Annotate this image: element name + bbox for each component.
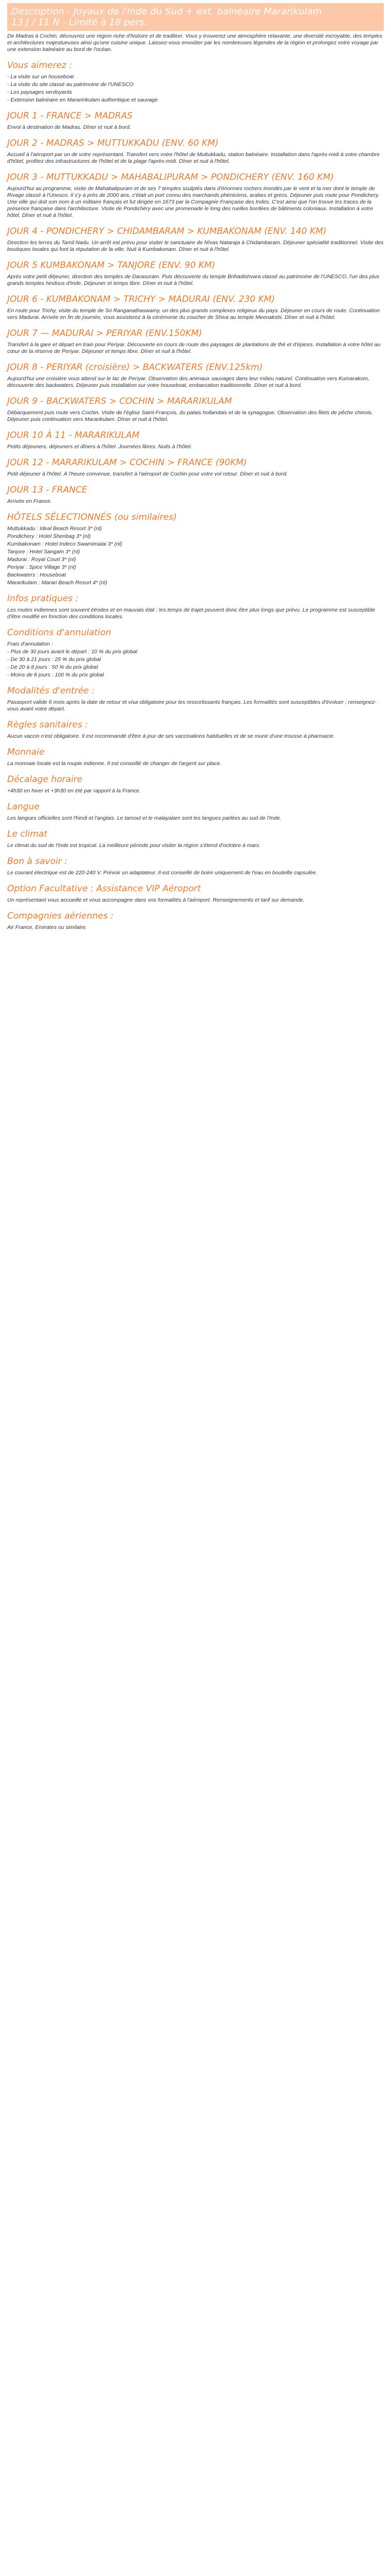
- section-text: Le courant électrique est de 220-240 V. Prévoir un adaptateur. Il est conseillé de boire uniquement de l'eau en bouteille capsulée.: [7, 870, 317, 876]
- list-item: - Plus de 30 jours avant le départ : 10 % du prix global: [7, 649, 138, 655]
- section-text: Passeport valide 6 mois après la date de retour et visa obligatoire pour les ressortissants français. Les formalités sont susceptibles d'évoluer ; renseignez-vous avant votre départ.: [7, 699, 377, 712]
- section: [7, 294, 384, 321]
- section: [7, 686, 384, 713]
- section-title: JOUR 4 - PONDICHERY > CHIDAMBARAM > KUMBAKONAM (ENV. 140 KM): [7, 226, 327, 236]
- section-title: Langue: [7, 802, 40, 812]
- section-title: JOUR 5 KUMBAKONAM > TANJORE (ENV. 90 KM): [7, 260, 216, 270]
- section-text: Un représentant vous accueille et vous accompagne dans vos formalités à l'aéroport. Renseignements et tarif sur demande.: [7, 897, 305, 903]
- section-title: JOUR 1 - FRANCE > MADRAS: [7, 111, 133, 121]
- list-item: - De 30 à 21 jours : 25 % du prix global: [7, 656, 101, 663]
- section-text: Aujourd'hui au programme, visite de Mahabalipuram et de ses 7 temples sculptés dans d'énormes rochers inondés par le vent et la mer dont le temple de Rivage classé à l'Unesco. Il s'y a près de 2000 ans, c'était un port connu des marchands phéniciens, arabes et grecs. Déjeuner puis route pour Pondichery. Une ville qui doit son nom à un militaire français et fut dirigée en 1673 par la Compagnie Française des Indes. C'est ainsi que l'on trouve les traces de la présence française dans l'architecture. Visite de Pondichéry avec une promenade le long des ruelles bordées de bâtiments coloniaux. Installation à votre hôtel. Dîner et nuit à l'hôtel.: [7, 185, 380, 218]
- section-title: JOUR 9 - BACKWATERS > COCHIN > MARARIKULAM: [7, 396, 232, 406]
- section: [7, 328, 384, 355]
- page: [0, 3, 391, 931]
- section-title: JOUR 10 À 11 - MARARIKULAM: [7, 430, 140, 440]
- list-item: - Extension balnéaire en Mararirikulam authentique et sauvage: [7, 97, 158, 103]
- section-text: En route pour Trichy, visite du temple de Sri Ranganathaswamy, un des plus grands complexes religieux du pays. Déjeuner en cours de route. Continuation vers Madurai. Arrivée en fin de journée, vous assisterez à la cérémonie du coucher de Shiva au temple Meenakshi. Dîner et nuit à l'hôtel.: [7, 308, 380, 320]
- section: [7, 111, 384, 131]
- section-text: La monnaie locale est la roupie indienne. Il est conseillé de changer de l'argent sur place.: [7, 760, 222, 767]
- list-item: Pondichery : Hotel Shenbag 3* (nl): [7, 533, 91, 539]
- section-list: [7, 641, 384, 679]
- section: [7, 856, 384, 876]
- section: [7, 829, 384, 849]
- list-item: Madurai : Royal Court 3* (nl): [7, 556, 76, 563]
- section: [7, 802, 384, 822]
- list-item: Tanjore : Hotel Sangam 3* (nl): [7, 549, 80, 555]
- section: [7, 774, 384, 794]
- section: [7, 226, 384, 253]
- section-title: Infos pratiques :: [7, 594, 79, 604]
- section-title: Conditions d'annulation: [7, 628, 111, 638]
- section-text: Le climat du sud de l'Inde est tropical. La meilleure période pour visiter la région s'étend d'octobre à mars.: [7, 842, 261, 849]
- section-text: Air France, Emirates ou similaire.: [7, 924, 87, 930]
- intro-text: De Madras à Cochin, découvrez une région riche d'histoire et de tradition. Vous y trouverez une atmosphère relaxante, une diversité incroyable, des temples et architectures majestueuses ainsi qu'une cuisine unique. Laissez-vous envoûter par les nombreuses légendes de la région et prolongez votre voyage par une extension balnéaire au bord de l'océan.: [7, 33, 383, 53]
- banner-title: Description - Joyaux de l'Inde du Sud + ext. balnéaire Mararikulam: [11, 6, 322, 17]
- section: [7, 457, 384, 478]
- section-text: Accueil à l'aéroport par un de votre représentant. Transfert vers votre l'hôtel de Muttukkadu, station balnéaire. Installation dans l'après-midi à votre chambre d'hôtel, profitez des infrastructures de l'hôtel et de la plage l'après-midi. Dîner et nuit à l'hôtel.: [7, 151, 380, 164]
- description-banner: [7, 3, 384, 31]
- section-title: Règles sanitaires :: [7, 720, 88, 730]
- section-text: Direction les terres du Tamil Nadu. Un arrêt est prévu pour visiter le sanctuaire de Nîvas Nataraja à Chidambaram. Déjeuner spécialité traditionnel. Visite des boutiques locales qui font la réputation de la ville. Nuit à Kumbakonam. Dîner et nuit à l'hôtel.: [7, 240, 384, 252]
- section-title: JOUR 8 - PERIYAR (croisière) > BACKWATERS (ENV.125km): [7, 362, 263, 372]
- section: [7, 911, 384, 931]
- section-title: JOUR 13 - FRANCE: [7, 485, 88, 495]
- section-title: Bon à savoir :: [7, 856, 68, 867]
- section-text: Après votre petit déjeuner, direction des temples de Darasuram. Puis découverte du temple Brihadishvara classé au patrimoine de l'UNESCO, l'un des plus grands temples hindous d'Inde. Déjeuner et temps libre. Dîner et nuit à l'hôtel.: [7, 274, 380, 286]
- section: [7, 172, 384, 219]
- section-text: Débarquement puis route vers Cochin. Visite de l'église Saint-François, du palais hollandais et de la synagogue. Observation des filets de pêche chinois. Déjeuner puis continuation vers Mararikulam. Dîner et nuit à l'hôtel.: [7, 410, 373, 422]
- section-title: HÔTELS SÉLECTIONNÉS (ou similaires): [7, 512, 177, 522]
- section-title: Option Facultative : Assistance VIP Aéroport: [7, 884, 201, 894]
- banner-subtitle: 13 J / 11 N - Limité à 18 pers.: [11, 17, 148, 28]
- section-list: [7, 74, 384, 104]
- list-item: Kumbakonam : Hotel Indeco Swamimalai 3* (nl): [7, 541, 122, 547]
- section-title: Vous aimerez :: [7, 60, 72, 71]
- section: [7, 720, 384, 740]
- section-text: Les langues officielles sont l'hindi et l'anglais. Le tamoul et le malayalam sont les langues parlées au sud de l'Inde.: [7, 815, 282, 821]
- section: [7, 747, 384, 767]
- section-title: Monnaie: [7, 747, 45, 757]
- section-list: [7, 526, 384, 586]
- list-item: Frais d'annulation :: [7, 641, 53, 647]
- section-text: Petit déjeuner à l'hôtel. À l'heure convenue, transfert à l'aéroport de Cochin pour votre vol retour. Dîner et nuit à bord.: [7, 471, 288, 477]
- section: [7, 396, 384, 423]
- section-text: +4h30 en hiver et +3h30 en été par rapport à la France.: [7, 788, 141, 794]
- section: [7, 138, 384, 165]
- list-item: - La visite sur un houseboat: [7, 74, 74, 80]
- section: [7, 260, 384, 287]
- sections: [7, 60, 384, 931]
- section: [7, 512, 384, 586]
- section-text: Envol à destination de Madras. Dîner et nuit à bord.: [7, 124, 131, 130]
- section-title: JOUR 12 - MARARIKULAM > COCHIN > FRANCE (90KM): [7, 457, 247, 468]
- section: [7, 60, 384, 104]
- list-item: Backwaters : Houseboat: [7, 572, 66, 578]
- section-text: Arrivée en France.: [7, 498, 52, 504]
- section-title: Compagnies aériennes :: [7, 911, 114, 921]
- list-item: Muttukkadu : Ideal Beach Resort 3* (nl): [7, 526, 102, 532]
- section: [7, 430, 384, 450]
- section-title: Décalage horaire: [7, 774, 83, 785]
- list-item: Mararikulam : Marari Beach Resort 4* (nl): [7, 580, 107, 586]
- section: [7, 628, 384, 679]
- section-text: Transfert à la gare et départ en train pour Periyar. Découverte en cours de route des paysages de plantations de thé et d'épices. Installation à votre hôtel au cœur de la réserve de Periyar. Déjeuner et temps libre. Dîner et nuit à l'hôtel.: [7, 342, 381, 354]
- section-text: Aujourd'hui une croisière vous attend sur le lac de Periyar. Observation des animaux sauvages dans leur milieu naturel. Continuation vers Kumarakom, découverte des backwaters. Déjeuner puis installation sur votre houseboat, embarcation traditionnelle. Dîner et nuit à bord.: [7, 376, 369, 388]
- section: [7, 884, 384, 904]
- list-item: - De 20 à 8 jours : 50 % du prix global: [7, 664, 98, 670]
- section-title: Le climat: [7, 829, 47, 839]
- section: [7, 594, 384, 620]
- list-item: - Moins de 8 jours : 100 % du prix global: [7, 672, 104, 678]
- section-title: JOUR 6 - KUMBAKONAM > TRICHY > MADURAI (ENV. 230 KM): [7, 294, 275, 304]
- section: [7, 485, 384, 505]
- section-text: Les routes indiennes sont souvent étroites et en mauvais état ; les temps de trajet peuvent donc être plus longs que prévu. Le programme est susceptible d'être modifié en fonction des conditions locales.: [7, 607, 376, 620]
- list-item: - Les paysages verdoyants: [7, 89, 72, 95]
- section-text: Aucun vaccin n'est obligatoire. Il est recommandé d'être à jour de ses vaccinations habituelles et de se munir d'une trousse à pharmacie.: [7, 733, 335, 739]
- section: [7, 362, 384, 389]
- section-title: Modalités d'entrée :: [7, 686, 95, 696]
- section-title: JOUR 2 - MADRAS > MUTTUKKADU (ENV. 60 KM): [7, 138, 219, 148]
- list-item: - La visite du site classé au patrimoine de l'UNESCO: [7, 81, 134, 88]
- list-item: Periyar : Spice Village 3* (nl): [7, 564, 76, 570]
- section-text: Petits déjeuners, déjeuners et dîners à l'hôtel. Journées libres. Nuits à l'hôtel.: [7, 444, 192, 450]
- section-title: JOUR 7 — MADURAI > PERIYAR (ENV.150KM): [7, 328, 202, 338]
- section-title: JOUR 3 - MUTTUKKADU > MAHABALIPURAM > PONDICHERY (ENV. 160 KM): [7, 172, 334, 182]
